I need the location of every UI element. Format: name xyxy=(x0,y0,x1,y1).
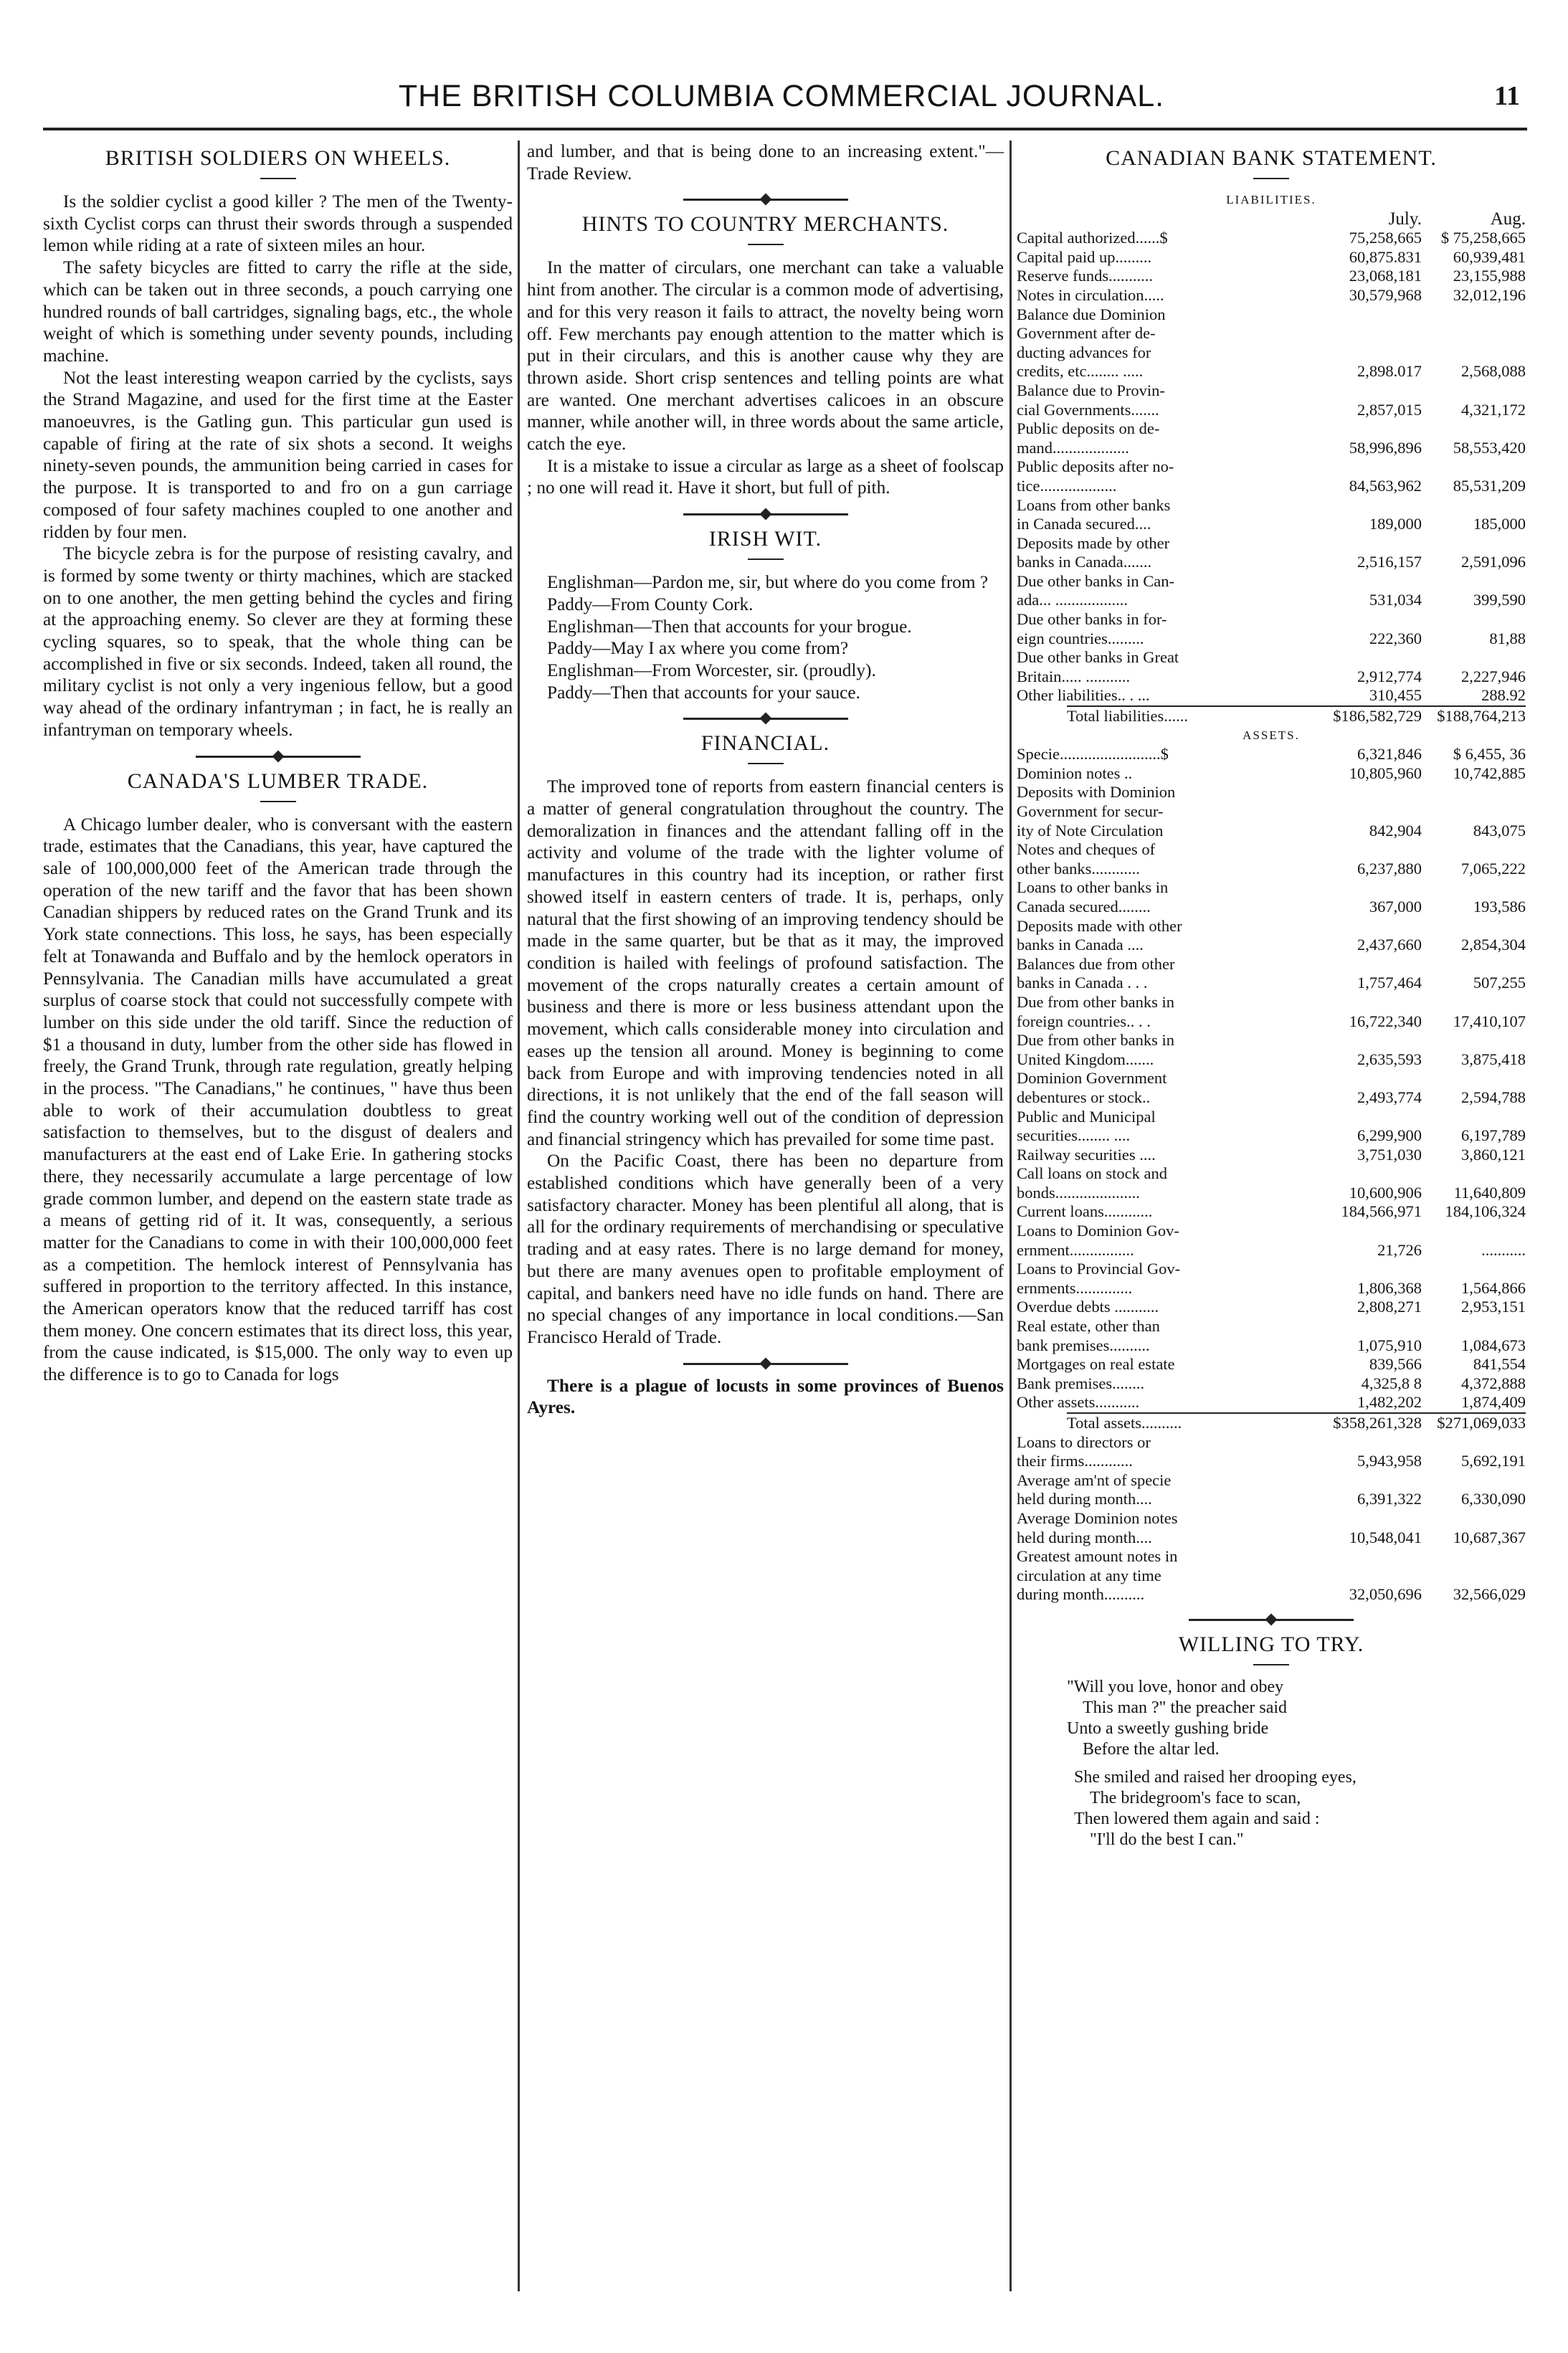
statement-row xyxy=(1017,822,1526,841)
paragraph: In the matter of circulars, one merchant can take a valuable hint from another. The circular is a common mode of advertising, and for this very reason it fails to attract, the novelty being worn off. Few merchants pay enough attention to the matter which is put in their circulars, and this is another cause why they are thrown aside. Short crisp sentences and telling points are what are wanted. One merchant advertises calicoes in an obscure manner, while another will, in three words about the same article, catch the eye. xyxy=(527,257,1004,455)
statement-row xyxy=(1017,1471,1526,1491)
july-value: 1,482,202 xyxy=(1357,1393,1422,1412)
aug-value: 10,742,885 xyxy=(1453,764,1526,782)
aug-value: 399,590 xyxy=(1473,591,1526,609)
row-label: Due other banks in Can- xyxy=(1017,571,1174,590)
page-number: 11 xyxy=(1494,81,1520,111)
row-label: Specie.........................$ xyxy=(1017,745,1169,764)
row-label: Balance due Dominion xyxy=(1017,305,1166,323)
statement-row xyxy=(1017,343,1526,363)
statement-row xyxy=(1017,878,1526,898)
row-label: Real estate, other than xyxy=(1017,1317,1160,1336)
aug-value: 2,594,788 xyxy=(1461,1088,1526,1106)
statement-row xyxy=(1017,1509,1526,1529)
statement-row xyxy=(1017,610,1526,629)
aug-value: 843,075 xyxy=(1473,821,1526,840)
row-label: Greatest amount notes in xyxy=(1017,1547,1178,1566)
dialogue-line: Englishman—From Worcester, sir. (proudly). xyxy=(547,660,876,680)
row-label: United Kingdom....... xyxy=(1017,1050,1154,1068)
statement-row xyxy=(1017,1374,1526,1394)
aug-value: 11,640,809 xyxy=(1453,1183,1526,1202)
aug-value: 85,531,209 xyxy=(1453,476,1526,495)
assets-heading: ASSETS. xyxy=(1242,728,1300,742)
aug-value: $ 6,455, 36 xyxy=(1453,745,1526,764)
page-header xyxy=(43,79,1520,122)
dialogue-line: Paddy—From County Cork. xyxy=(547,594,754,614)
row-label: Balances due from other xyxy=(1017,954,1175,973)
row-label: bank premises.......... xyxy=(1017,1336,1150,1354)
july-value: 2,437,660 xyxy=(1357,936,1422,954)
aug-value: 10,687,367 xyxy=(1453,1528,1526,1546)
row-label: Total liabilities...... xyxy=(1067,707,1189,726)
masthead-title: THE BRITISH COLUMBIA COMMERCIAL JOURNAL. xyxy=(398,79,1165,113)
july-value: 84,563,962 xyxy=(1349,476,1422,495)
statement-row xyxy=(1017,553,1526,572)
statement-row xyxy=(1017,439,1526,458)
poem-line: "I'll do the best I can." xyxy=(1090,1830,1244,1849)
column-rule xyxy=(1009,141,1012,2291)
row-label: Capital authorized......$ xyxy=(1017,229,1168,247)
aug-value: 2,591,096 xyxy=(1461,553,1526,571)
aug-value: 2,953,151 xyxy=(1461,1298,1526,1316)
liabilities-rows xyxy=(1017,229,1526,705)
july-value: 16,722,340 xyxy=(1349,1012,1422,1030)
supplementary-rows xyxy=(1017,1433,1526,1605)
row-label: Due other banks in for- xyxy=(1017,610,1167,629)
bank-statement-table xyxy=(1017,191,1526,1605)
statement-row xyxy=(1017,496,1526,515)
section-ornament xyxy=(683,1363,848,1365)
statement-row xyxy=(1017,1452,1526,1471)
column-3 xyxy=(1017,141,1526,1850)
row-label: Public and Municipal xyxy=(1017,1107,1156,1126)
row-label: Other assets........... xyxy=(1017,1393,1140,1412)
statement-row xyxy=(1017,860,1526,879)
aug-value: 1,564,866 xyxy=(1461,1278,1526,1297)
row-label: Total assets.......... xyxy=(1067,1414,1182,1432)
statement-row xyxy=(1017,917,1526,936)
aug-value: 32,012,196 xyxy=(1453,285,1526,304)
row-label: Other liabilities.. . ... xyxy=(1017,686,1150,705)
aug-value: 193,586 xyxy=(1473,897,1526,916)
july-value: 839,566 xyxy=(1369,1355,1422,1374)
aug-value: 60,939,481 xyxy=(1453,247,1526,266)
statement-row xyxy=(1017,1184,1526,1203)
section-ornament xyxy=(683,718,848,720)
article-title: HINTS TO COUNTRY MERCHANTS. xyxy=(581,212,949,237)
july-value: 531,034 xyxy=(1369,591,1422,609)
row-label: Canada secured........ xyxy=(1017,897,1151,916)
row-label: Due from other banks in xyxy=(1017,1031,1174,1050)
statement-row xyxy=(1017,1202,1526,1222)
aug-value: 185,000 xyxy=(1473,515,1526,533)
short-note: There is a plague of locusts in some provinces of Buenos Ayres. xyxy=(527,1375,1004,1418)
statement-row xyxy=(1017,534,1526,553)
statement-row xyxy=(1017,324,1526,343)
july-value: 184,566,971 xyxy=(1341,1202,1422,1221)
aug-value: $188,764,213 xyxy=(1437,707,1526,726)
statement-row xyxy=(1017,1241,1526,1260)
statement-row xyxy=(1017,572,1526,591)
poem-line: Then lowered them again and said : xyxy=(1074,1809,1320,1828)
article-title: CANADA'S LUMBER TRADE. xyxy=(127,769,429,793)
aug-value: 1,874,409 xyxy=(1461,1393,1526,1412)
row-label: ducting advances for xyxy=(1017,343,1151,361)
row-label: Bank premises........ xyxy=(1017,1374,1145,1392)
title-dash xyxy=(748,763,784,764)
row-label: Average am'nt of specie xyxy=(1017,1470,1172,1489)
aug-value: 841,554 xyxy=(1473,1355,1526,1374)
row-label: Balance due to Provin- xyxy=(1017,381,1165,399)
row-label: ada... .................. xyxy=(1017,591,1128,609)
statement-row xyxy=(1017,1355,1526,1374)
row-label: Current loans............ xyxy=(1017,1202,1153,1221)
paragraph: The improved tone of reports from eastern financial centers is a matter of general congratulation throughout the country. The demoralization in finances and the attendant falling off in the activity and volume of the trade with the lighter volume of manufactures in this country had its inception, or rather first showed itself in eastern centers of trade. It is, perhaps, only natural that the first showing of an improving tendency should be made in the same quarter, but be that as it may, the improved condition is hailed with feelings of profound satisfaction. The movement of the crops naturally creates a certain amount of business and there is more or less business attendant upon the movement, which calls considerable money into circulation and eases up the tension all around. Money is beginning to come back from Europe and with improving tendencies noted in all directions, it is not unlikely that the end of the fall season will find the country working well out of the condition of depression and financial stringency which has prevailed for some time past. xyxy=(527,776,1004,1149)
july-value: 189,000 xyxy=(1369,515,1422,533)
poem-line: Before the altar led. xyxy=(1083,1739,1220,1759)
article-title: FINANCIAL. xyxy=(700,731,830,756)
statement-row xyxy=(1017,1336,1526,1356)
dialogue-line: Paddy—Then that accounts for your sauce. xyxy=(547,682,860,703)
title-dash xyxy=(260,178,296,179)
statement-row xyxy=(1017,629,1526,649)
row-label: Due from other banks in xyxy=(1017,992,1174,1011)
aug-value: 17,410,107 xyxy=(1453,1012,1526,1030)
title-dash xyxy=(748,244,784,245)
row-label: banks in Canada . . . xyxy=(1017,974,1148,992)
statement-row xyxy=(1017,898,1526,917)
row-label: credits, etc........ ..... xyxy=(1017,362,1144,381)
july-value: 6,321,846 xyxy=(1357,745,1422,764)
aug-value: 507,255 xyxy=(1473,974,1526,992)
statement-row xyxy=(1017,993,1526,1012)
paragraph: A Chicago lumber dealer, who is conversant with the eastern trade, estimates that the Canadians, this year, have captured the sale of 100,000,000 feet of the American trade through the operation of the new tariff and the favor that has been shown Canadian shippers by reduced rates on the Grand Trunk and its York state connections. This loss, he says, has been especially felt at Tonawanda and Buffalo and by the hemlock operators in Pennsylvania. The Canadian mills have accumulated a great surplus of coarse stock that could not successfully compete with lumber on this side under the old tariff. Since the reduction of $1 a thousand in duty, lumber from the other side has flowed in freely, the Grand Trunk, through rate regulation, greatly helping in the process. "The Canadians," he continues, " have thus been able to work of their accumulation doubtless to great satisfaction to themselves, but to the disgust of dealers and manufacturers at the east end of Lake Erie. In gathering stocks there, they necessarily accumulate a large percentage of low grade common lumber, and depend on the eastern state trade as a means of getting rid of it. It was, consequently, a serious matter for the Canadians to come in with their 100,000,000 feet as a competition. The hemlock interest of Pennsylvania has suffered in proportion to the territory affected. In this instance, the American operators know that the reduced tarriff has cost them money. One concern estimates that its direct loss, this year, from the cause indicated, is $15,000. The only way to even up the difference is to go to Canada for logs xyxy=(43,814,513,1385)
statement-row xyxy=(1017,591,1526,610)
july-value: 21,726 xyxy=(1377,1240,1422,1259)
aug-value: $ 75,258,665 xyxy=(1440,229,1526,247)
statement-row xyxy=(1017,1260,1526,1279)
statement-row xyxy=(1017,936,1526,955)
statement-row xyxy=(1017,1393,1526,1412)
july-value: 5,943,958 xyxy=(1357,1452,1422,1470)
row-label: during month.......... xyxy=(1017,1585,1145,1604)
statement-row xyxy=(1017,1108,1526,1127)
statement-row xyxy=(1017,1012,1526,1032)
row-label: Loans to Dominion Gov- xyxy=(1017,1222,1179,1240)
row-label: bonds..................... xyxy=(1017,1183,1140,1202)
july-value: 6,391,322 xyxy=(1357,1490,1422,1508)
july-header: July. xyxy=(1388,209,1422,229)
statement-row xyxy=(1017,1088,1526,1108)
row-label: Public deposits after no- xyxy=(1017,457,1174,476)
statement-row xyxy=(1017,1433,1526,1453)
statement-row xyxy=(1017,667,1526,687)
row-label: ernments.............. xyxy=(1017,1278,1133,1297)
aug-value: 5,692,191 xyxy=(1461,1452,1526,1470)
assets-rows xyxy=(1017,745,1526,1412)
row-label: cial Governments....... xyxy=(1017,400,1159,419)
statement-row xyxy=(1017,1069,1526,1088)
july-value: 842,904 xyxy=(1369,821,1422,840)
bank-statement-title: CANADIAN BANK STATEMENT. xyxy=(1106,146,1437,170)
row-label: Railway securities .... xyxy=(1017,1145,1156,1164)
statement-row xyxy=(1017,840,1526,860)
row-label: Notes and cheques of xyxy=(1017,840,1156,859)
aug-value: 23,155,988 xyxy=(1453,267,1526,285)
statement-row xyxy=(1017,1126,1526,1146)
total-assets-row xyxy=(1067,1412,1526,1433)
july-value: $358,261,328 xyxy=(1333,1414,1422,1432)
july-value: 6,299,900 xyxy=(1357,1126,1422,1145)
july-value: $186,582,729 xyxy=(1333,707,1422,726)
july-value: 3,751,030 xyxy=(1357,1145,1422,1164)
row-label: Due other banks in Great xyxy=(1017,648,1179,667)
july-value: 2,857,015 xyxy=(1357,400,1422,419)
aug-value: 4,321,172 xyxy=(1461,400,1526,419)
paragraph: The safety bicycles are fitted to carry the rifle at the side, which can be taken out in three seconds, a pouch carrying one hundred rounds of ball cartridges, signaling bags, etc., the whole weight of which is something under seventy pounds, including machine. xyxy=(43,257,513,366)
july-value: 2,516,157 xyxy=(1357,553,1422,571)
july-value: 75,258,665 xyxy=(1349,229,1422,247)
statement-row xyxy=(1017,401,1526,420)
july-value: 10,805,960 xyxy=(1349,764,1422,782)
july-value: 1,806,368 xyxy=(1357,1278,1422,1297)
row-label: Deposits with Dominion xyxy=(1017,783,1176,802)
title-dash xyxy=(260,801,296,802)
july-value: 2,912,774 xyxy=(1357,667,1422,685)
row-label: Loans from other banks xyxy=(1017,495,1171,514)
statement-row xyxy=(1017,477,1526,496)
statement-row xyxy=(1017,1529,1526,1548)
row-label: debentures or stock.. xyxy=(1017,1088,1151,1106)
july-value: 32,050,696 xyxy=(1349,1585,1422,1604)
statement-row xyxy=(1017,802,1526,822)
row-label: foreign countries.. . . xyxy=(1017,1012,1151,1030)
july-value: 10,600,906 xyxy=(1349,1183,1422,1202)
statement-row xyxy=(1017,457,1526,477)
statement-row xyxy=(1017,362,1526,381)
liabilities-heading: LIABILITIES. xyxy=(1226,193,1316,206)
row-label: Deposits made by other xyxy=(1017,533,1170,552)
row-label: Overdue debts ........... xyxy=(1017,1298,1159,1316)
aug-value: 184,106,324 xyxy=(1445,1202,1526,1221)
statement-row xyxy=(1017,745,1526,764)
statement-row xyxy=(1017,419,1526,439)
column-headers xyxy=(1017,210,1526,229)
paragraph: The bicycle zebra is for the purpose of resisting cavalry, and is formed by some twenty or thirty machines, which are stacked on to one another, the men getting behind the cycles and firing at the approaching enemy. So clever are they at forming these cycling squares, so to speak, that the whole thing can be accomplished in five or six seconds. Indeed, taken all round, the military cyclist is not only a very ingenious fellow, but a good way ahead of the ordinary infantryman ; in fact, he is really an infantryman on temporary wheels. xyxy=(43,543,513,740)
aug-value: 7,065,222 xyxy=(1461,859,1526,878)
paragraph: On the Pacific Coast, there has been no departure from established conditions which have generally been of a very satisfactory character. Money has been plentiful all along, that is all for the ordinary requirements of merchandising or speculative trading and at easy rates. There is no large demand for money, but there are many avenues open to profitable employment of capital, and bankers need have no idle funds on hand. There are no special changes of any importance in local conditions.—San Francisco Herald of Trade. xyxy=(527,1151,1004,1347)
row-label: Loans to other banks in xyxy=(1017,878,1169,897)
aug-header: Aug. xyxy=(1490,209,1526,229)
aug-value: 6,197,789 xyxy=(1461,1126,1526,1145)
row-label: Public deposits on de- xyxy=(1017,419,1160,438)
row-label: Average Dominion notes xyxy=(1017,1508,1178,1527)
july-value: 2,635,593 xyxy=(1357,1050,1422,1068)
row-label: in Canada secured.... xyxy=(1017,515,1151,533)
row-label: eign countries......... xyxy=(1017,629,1144,647)
statement-row xyxy=(1017,1547,1526,1567)
dialogue-line: Paddy—May I ax where you come from? xyxy=(547,638,849,659)
row-label: Loans to Provincial Gov- xyxy=(1017,1260,1181,1278)
row-label: held during month.... xyxy=(1017,1528,1152,1546)
july-value: 2,808,271 xyxy=(1357,1298,1422,1316)
statement-row xyxy=(1017,286,1526,305)
poem-stanza-2 xyxy=(1074,1767,1526,1850)
aug-value: 3,860,121 xyxy=(1461,1145,1526,1164)
july-value: 58,996,896 xyxy=(1349,438,1422,457)
july-value: 30,579,968 xyxy=(1349,285,1422,304)
aug-value: 58,553,420 xyxy=(1453,438,1526,457)
title-dash xyxy=(1253,178,1289,179)
row-label: banks in Canada .... xyxy=(1017,936,1144,954)
poem-stanza-1 xyxy=(1067,1677,1526,1760)
poem-line: This man ?" the preacher said xyxy=(1083,1698,1288,1717)
statement-row xyxy=(1017,1490,1526,1509)
row-label: Capital paid up......... xyxy=(1017,247,1152,266)
paragraph: It is a mistake to issue a circular as large as a sheet of foolscap ; no one will read it. Have it short, but full of pith. xyxy=(527,455,1004,498)
statement-row xyxy=(1017,1031,1526,1050)
row-label: Britain..... ........... xyxy=(1017,667,1131,685)
aug-value: 288.92 xyxy=(1481,686,1526,705)
row-label: other banks............ xyxy=(1017,859,1140,878)
row-label: Loans to directors or xyxy=(1017,1432,1151,1451)
poem-title: WILLING TO TRY. xyxy=(1178,1632,1364,1656)
aug-value: 2,568,088 xyxy=(1461,362,1526,381)
statement-row xyxy=(1017,1164,1526,1184)
row-label: ernment................ xyxy=(1017,1240,1134,1259)
aug-value: 32,566,029 xyxy=(1453,1585,1526,1604)
row-label: ity of Note Circulation xyxy=(1017,821,1164,840)
row-label: held during month.... xyxy=(1017,1490,1152,1508)
dialogue-line: Englishman—Then that accounts for your brogue. xyxy=(547,616,912,637)
july-value: 60,875.831 xyxy=(1349,247,1422,266)
row-label: their firms............ xyxy=(1017,1452,1133,1470)
section-ornament xyxy=(683,199,848,201)
continued-text: and lumber, and that is being done to an increasing extent."—Trade Review. xyxy=(527,141,1004,184)
statement-row xyxy=(1017,648,1526,667)
july-value: 2,493,774 xyxy=(1357,1088,1422,1106)
poem-line: The bridegroom's face to scan, xyxy=(1090,1788,1301,1807)
row-label: tice................... xyxy=(1017,476,1117,495)
aug-value: 1,084,673 xyxy=(1461,1336,1526,1354)
row-label: Deposits made with other xyxy=(1017,916,1182,935)
poem-line: She smiled and raised her drooping eyes, xyxy=(1074,1767,1356,1787)
row-label: circulation at any time xyxy=(1017,1566,1161,1584)
july-value: 310,455 xyxy=(1369,686,1422,705)
row-label: Government for secur- xyxy=(1017,802,1164,820)
poem-line: Unto a sweetly gushing bride xyxy=(1067,1719,1269,1738)
section-ornament xyxy=(196,756,361,758)
paragraph: Not the least interesting weapon carried by the cyclists, says the Strand Magazine, and used for the first time at the Easter manoeuvres, is the Gatling gun. This particular gun used is capable of firing at the rate of six shots a second. It weighs ninety-seven pounds, the ammunition being carried in cases for the purpose. It is transported to and fro on a gun carriage composed of four safety machines coupled to one another and ridden by four men. xyxy=(43,367,513,542)
column-1 xyxy=(43,141,513,1386)
july-value: 4,325,8 8 xyxy=(1361,1374,1422,1392)
column-rule xyxy=(518,141,520,2291)
header-rule xyxy=(43,128,1527,130)
article-title: BRITISH SOLDIERS ON WHEELS. xyxy=(105,146,451,170)
statement-row xyxy=(1017,783,1526,802)
statement-row xyxy=(1017,515,1526,534)
row-label: Reserve funds........... xyxy=(1017,267,1153,285)
july-value: 367,000 xyxy=(1369,897,1422,916)
statement-row xyxy=(1017,1567,1526,1586)
row-label: mand................... xyxy=(1017,438,1129,457)
july-value: 1,075,910 xyxy=(1357,1336,1422,1354)
july-value: 10,548,041 xyxy=(1349,1528,1422,1546)
statement-row xyxy=(1017,248,1526,267)
section-ornament xyxy=(683,513,848,515)
section-ornament xyxy=(1189,1619,1354,1621)
column-2 xyxy=(527,141,1004,1419)
row-label: Dominion notes .. xyxy=(1017,764,1133,782)
statement-row xyxy=(1017,1585,1526,1605)
row-label: banks in Canada....... xyxy=(1017,553,1152,571)
row-label: Notes in circulation..... xyxy=(1017,285,1164,304)
dialogue-line: Englishman—Pardon me, sir, but where do you come from ? xyxy=(547,572,989,593)
aug-value: 4,372,888 xyxy=(1461,1374,1526,1392)
article-title: IRISH WIT. xyxy=(708,527,822,551)
row-label: securities........ .... xyxy=(1017,1126,1131,1145)
paragraph: Is the soldier cyclist a good killer ? The men of the Twenty-sixth Cyclist corps can thrust their swords through a suspended lemon while riding at a rate of sixteen miles an hour. xyxy=(43,191,513,256)
statement-row xyxy=(1017,1222,1526,1241)
statement-row xyxy=(1017,267,1526,286)
aug-value: 3,875,418 xyxy=(1461,1050,1526,1068)
july-value: 6,237,880 xyxy=(1357,859,1422,878)
statement-row xyxy=(1017,305,1526,325)
statement-row xyxy=(1017,1298,1526,1317)
aug-value: 2,227,946 xyxy=(1461,667,1526,685)
july-value: 1,757,464 xyxy=(1357,974,1422,992)
statement-row xyxy=(1017,381,1526,401)
aug-value: $271,069,033 xyxy=(1437,1414,1526,1432)
july-value: 222,360 xyxy=(1369,629,1422,647)
aug-value: ........... xyxy=(1481,1240,1526,1259)
statement-row xyxy=(1017,1146,1526,1165)
total-liabilities-row xyxy=(1067,705,1526,726)
statement-row xyxy=(1017,686,1526,705)
statement-row xyxy=(1017,955,1526,974)
statement-row xyxy=(1017,764,1526,784)
title-dash xyxy=(748,558,784,560)
statement-row xyxy=(1017,229,1526,248)
statement-row xyxy=(1017,974,1526,993)
july-value: 23,068,181 xyxy=(1349,267,1422,285)
aug-value: 2,854,304 xyxy=(1461,936,1526,954)
row-label: Mortgages on real estate xyxy=(1017,1355,1175,1374)
statement-row xyxy=(1017,1050,1526,1070)
statement-row xyxy=(1017,1279,1526,1298)
poem-line: "Will you love, honor and obey xyxy=(1067,1677,1284,1696)
row-label: Government after de- xyxy=(1017,324,1156,343)
statement-row xyxy=(1017,1317,1526,1336)
row-label: Dominion Government xyxy=(1017,1069,1167,1088)
title-dash xyxy=(1253,1664,1289,1665)
aug-value: 6,330,090 xyxy=(1461,1490,1526,1508)
aug-value: 81,88 xyxy=(1489,629,1526,647)
row-label: Call loans on stock and xyxy=(1017,1164,1167,1183)
july-value: 2,898.017 xyxy=(1357,362,1422,381)
